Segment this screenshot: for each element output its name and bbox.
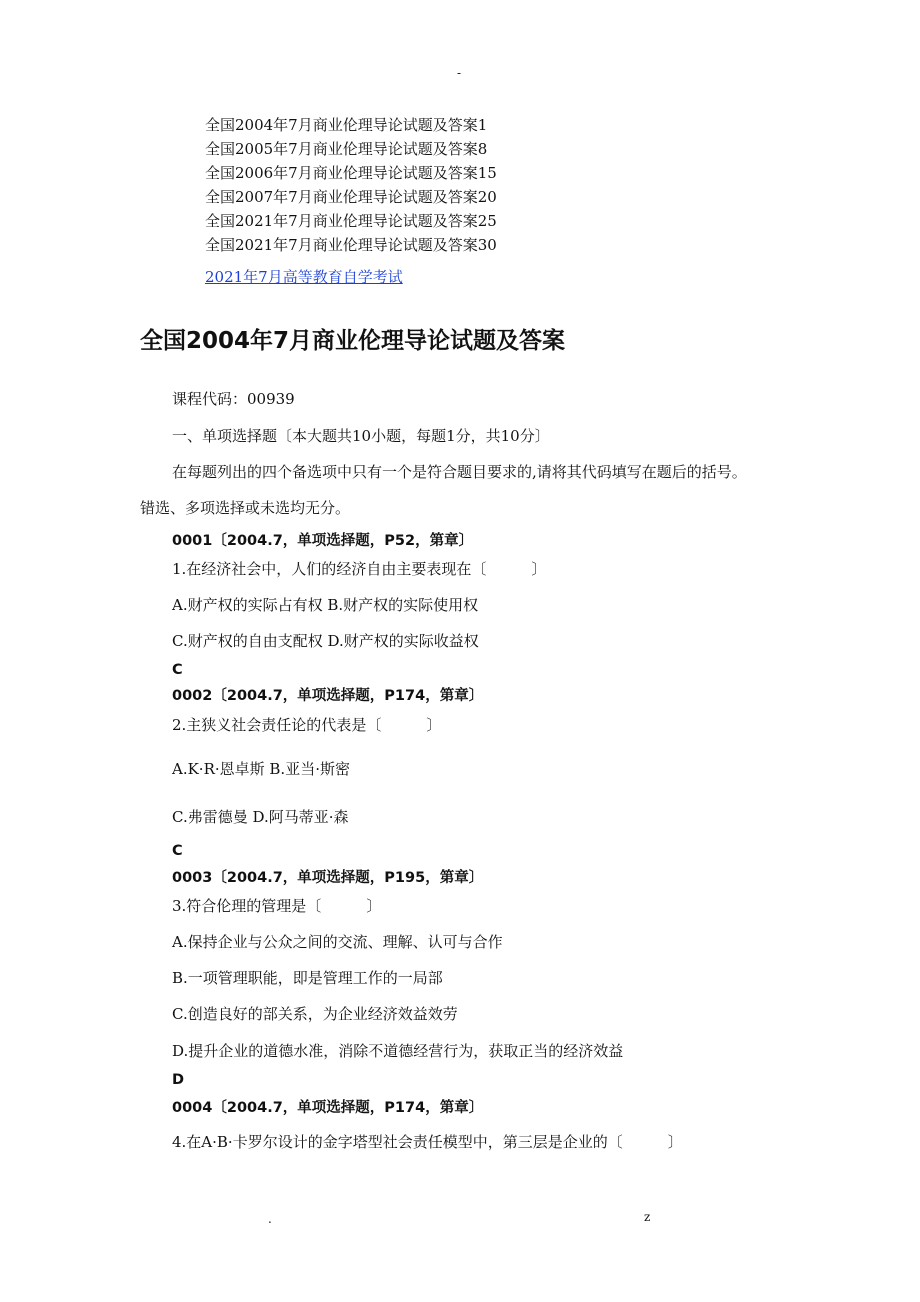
question-stem: 2.主狭义社会责任论的代表是〔 〕 xyxy=(172,716,442,734)
question-answer: D xyxy=(172,1072,185,1088)
instruction-line-1: 在每题列出的四个备选项中只有一个是符合题目要求的,请将其代码填写在题后的括号。 xyxy=(172,463,747,481)
instruction-line-2: 错选、多项选择或未选均无分。 xyxy=(140,499,351,517)
question-code: 0001〔2004.7，单项选择题，P52，第章〕 xyxy=(172,533,474,549)
question-code: 0004〔2004.7，单项选择题，P174，第章〕 xyxy=(172,1100,484,1116)
question-option: A.财产权的实际占有权 B.财产权的实际使用权 xyxy=(172,596,479,614)
footer-right-mark: z xyxy=(644,1210,651,1224)
toc-link[interactable]: 2021年7月高等教育自学考试 xyxy=(205,268,403,286)
toc-item-6: 全国2021年7月商业伦理导论试题及答案30 xyxy=(205,236,497,254)
question-option: A.K·R·恩卓斯 B.亚当·斯密 xyxy=(172,760,350,778)
question-option: D.提升企业的道德水准，消除不道德经营行为，获取正当的经济效益 xyxy=(172,1042,624,1060)
toc-item-2: 全国2005年7月商业伦理导论试题及答案8 xyxy=(205,140,488,158)
question-option: C.弗雷德曼 D.阿马蒂亚·森 xyxy=(172,808,349,826)
question-answer: C xyxy=(172,843,183,859)
question-option: C.创造良好的部关系，为企业经济效益效劳 xyxy=(172,1005,458,1023)
footer-left-mark: . xyxy=(268,1212,272,1226)
question-stem: 3.符合伦理的管理是〔 〕 xyxy=(172,897,382,915)
question-stem: 4.在A·B·卡罗尔设计的金字塔型社会责任模型中，第三层是企业的〔 〕 xyxy=(172,1133,683,1151)
question-stem: 1.在经济社会中，人们的经济自由主要表现在〔 〕 xyxy=(172,560,547,578)
toc-item-5: 全国2021年7月商业伦理导论试题及答案25 xyxy=(205,212,497,230)
question-option: A.保持企业与公众之间的交流、理解、认可与合作 xyxy=(172,933,503,951)
header-mark: - xyxy=(457,66,462,80)
toc-item-3: 全国2006年7月商业伦理导论试题及答案15 xyxy=(205,164,497,182)
section-heading: 一、单项选择题〔本大题共10小题，每题1分，共10分〕 xyxy=(172,427,550,445)
question-option: C.财产权的自由支配权 D.财产权的实际收益权 xyxy=(172,632,479,650)
page-title: 全国2004年7月商业伦理导论试题及答案 xyxy=(140,328,566,354)
toc-item-4: 全国2007年7月商业伦理导论试题及答案20 xyxy=(205,188,497,206)
question-code: 0003〔2004.7，单项选择题，P195，第章〕 xyxy=(172,870,484,886)
course-code: 课程代码：00939 xyxy=(172,390,295,408)
question-answer: C xyxy=(172,662,183,678)
toc-item-1: 全国2004年7月商业伦理导论试题及答案1 xyxy=(205,116,488,134)
question-option: B.一项管理职能，即是管理工作的一局部 xyxy=(172,969,443,987)
question-code: 0002〔2004.7，单项选择题，P174，第章〕 xyxy=(172,688,484,704)
